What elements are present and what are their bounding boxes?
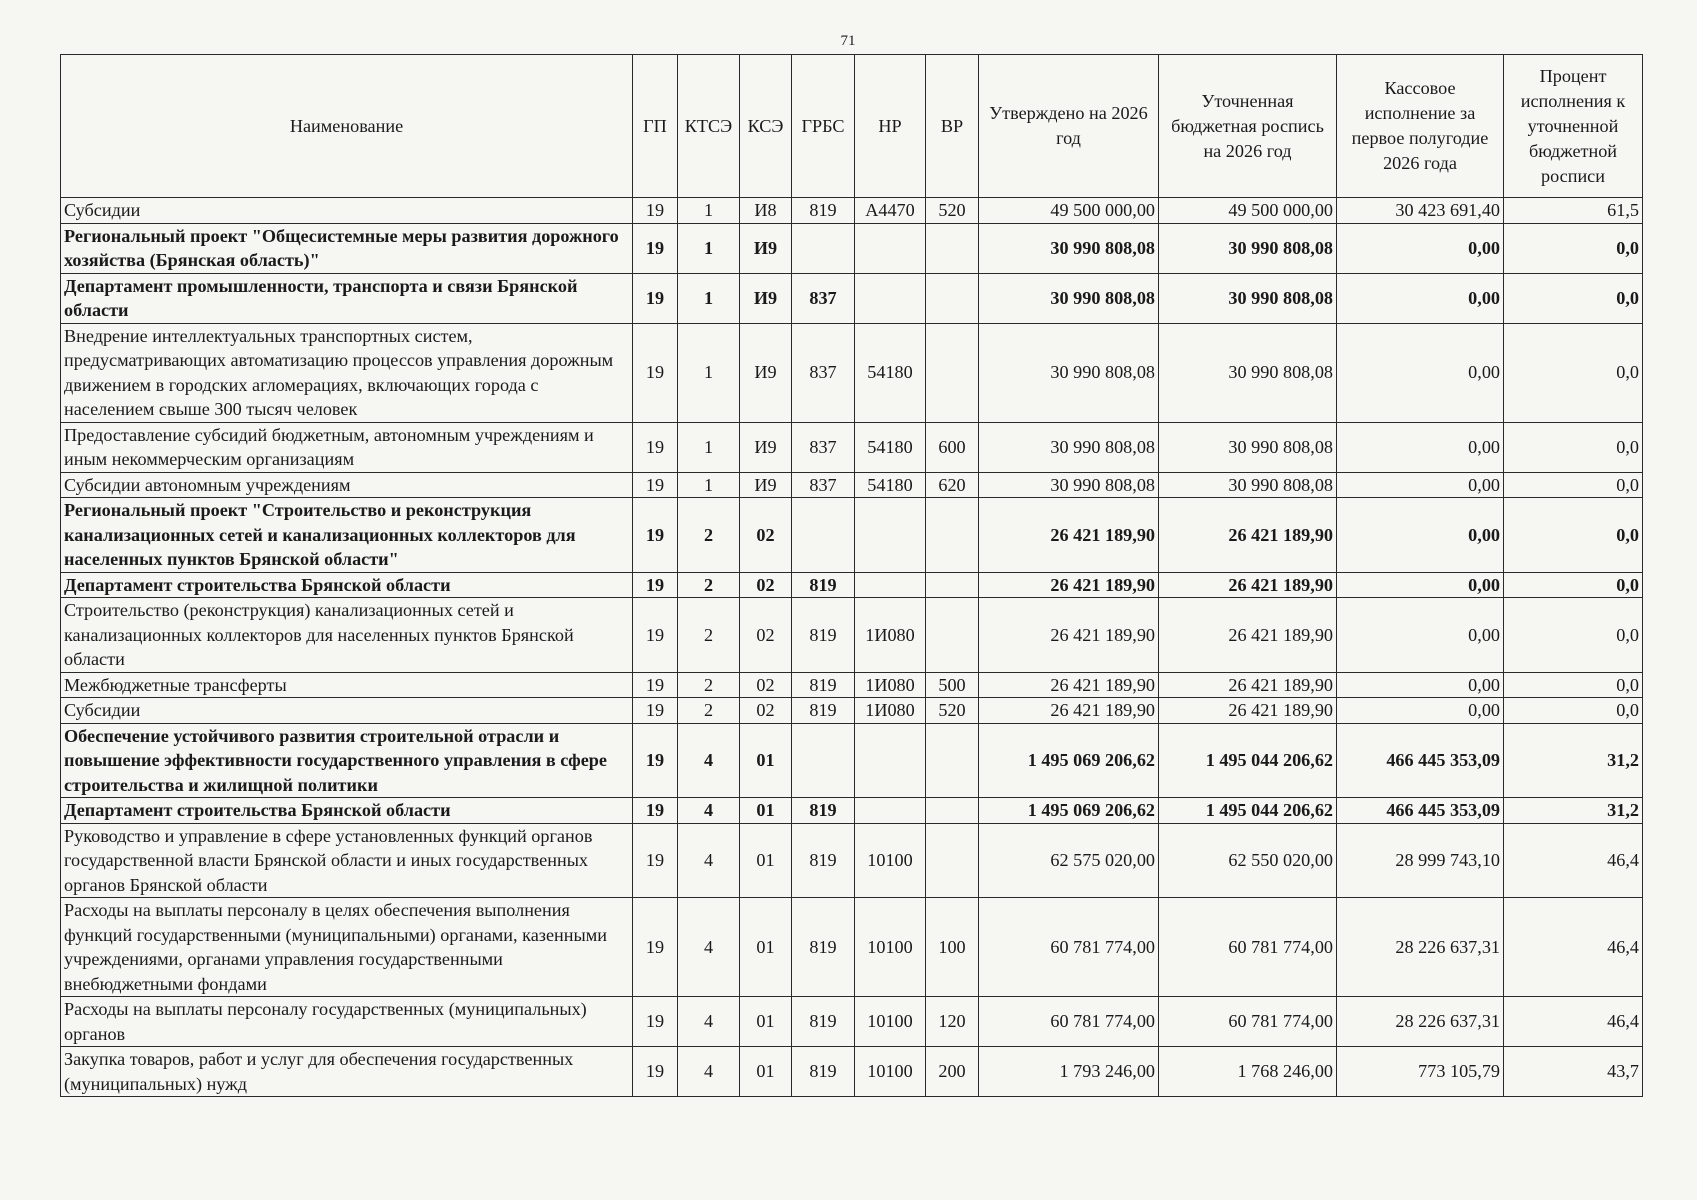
table-row — [61, 798, 1643, 824]
table-row — [61, 698, 1643, 724]
cell-ktse: 1 — [678, 223, 740, 273]
cell-name: Межбюджетные трансферты — [61, 672, 633, 698]
cell-executed: 773 105,79 — [1337, 1047, 1504, 1097]
cell-executed: 28 226 637,31 — [1337, 997, 1504, 1047]
cell-percent: 46,4 — [1504, 898, 1643, 997]
cell-refined: 60 781 774,00 — [1159, 898, 1337, 997]
cell-approved: 30 990 808,08 — [979, 273, 1159, 323]
cell-refined: 30 990 808,08 — [1159, 223, 1337, 273]
table-row — [61, 273, 1643, 323]
cell-executed: 466 445 353,09 — [1337, 798, 1504, 824]
header-percent: Процент исполнения к уточненной бюджетной росписи — [1504, 55, 1643, 198]
cell-percent: 0,0 — [1504, 323, 1643, 422]
cell-percent: 0,0 — [1504, 422, 1643, 472]
cell-executed: 0,00 — [1337, 698, 1504, 724]
cell-vr: 520 — [926, 698, 979, 724]
cell-name: Закупка товаров, работ и услуг для обеспечения государственных (муниципальных) нужд — [61, 1047, 633, 1097]
cell-grbs: 819 — [792, 698, 855, 724]
cell-executed: 0,00 — [1337, 323, 1504, 422]
cell-vr: 200 — [926, 1047, 979, 1097]
cell-refined: 62 550 020,00 — [1159, 823, 1337, 898]
cell-nr: 10100 — [855, 1047, 926, 1097]
cell-ktse: 1 — [678, 422, 740, 472]
cell-approved: 26 421 189,90 — [979, 498, 1159, 573]
cell-kse: 01 — [740, 798, 792, 824]
cell-refined: 30 990 808,08 — [1159, 422, 1337, 472]
table-row — [61, 198, 1643, 224]
cell-name: Руководство и управление в сфере установленных функций органов государственной власти Брянской области и иных государственных органов Брянской области — [61, 823, 633, 898]
table-row — [61, 572, 1643, 598]
table-row — [61, 1047, 1643, 1097]
cell-gp: 19 — [633, 698, 678, 724]
cell-approved: 26 421 189,90 — [979, 598, 1159, 673]
cell-grbs: 837 — [792, 323, 855, 422]
cell-kse: И9 — [740, 273, 792, 323]
cell-ktse: 4 — [678, 723, 740, 798]
table-row — [61, 323, 1643, 422]
cell-gp: 19 — [633, 898, 678, 997]
cell-name: Обеспечение устойчивого развития строительной отрасли и повышение эффективности государственного управления в сфере строительства и жилищной политики — [61, 723, 633, 798]
cell-ktse: 1 — [678, 273, 740, 323]
cell-ktse: 4 — [678, 1047, 740, 1097]
cell-vr — [926, 323, 979, 422]
cell-approved: 1 793 246,00 — [979, 1047, 1159, 1097]
cell-vr: 120 — [926, 997, 979, 1047]
table-row — [61, 598, 1643, 673]
cell-gp: 19 — [633, 223, 678, 273]
cell-refined: 1 495 044 206,62 — [1159, 798, 1337, 824]
cell-vr — [926, 798, 979, 824]
cell-name: Региональный проект "Общесистемные меры развития дорожного хозяйства (Брянская область)" — [61, 223, 633, 273]
cell-kse: 01 — [740, 997, 792, 1047]
cell-ktse: 4 — [678, 898, 740, 997]
cell-kse: 01 — [740, 898, 792, 997]
cell-approved: 30 990 808,08 — [979, 422, 1159, 472]
cell-gp: 19 — [633, 672, 678, 698]
cell-name: Расходы на выплаты персоналу в целях обеспечения выполнения функций государственными (муниципальными) органами, казенными учреждениями, органами управления государственными внебюджетными фондами — [61, 898, 633, 997]
cell-kse: 02 — [740, 598, 792, 673]
cell-nr: 1И080 — [855, 698, 926, 724]
cell-name: Департамент строительства Брянской области — [61, 798, 633, 824]
cell-grbs: 819 — [792, 1047, 855, 1097]
cell-kse: И9 — [740, 422, 792, 472]
cell-grbs: 837 — [792, 273, 855, 323]
header-executed: Кассовое исполнение за первое полугодие 2026 года — [1337, 55, 1504, 198]
cell-grbs: 819 — [792, 598, 855, 673]
cell-refined: 49 500 000,00 — [1159, 198, 1337, 224]
header-vr: ВР — [926, 55, 979, 198]
cell-kse: И8 — [740, 198, 792, 224]
cell-nr — [855, 498, 926, 573]
cell-ktse: 1 — [678, 472, 740, 498]
cell-refined: 26 421 189,90 — [1159, 572, 1337, 598]
cell-name: Субсидии — [61, 198, 633, 224]
cell-refined: 30 990 808,08 — [1159, 323, 1337, 422]
cell-grbs: 837 — [792, 472, 855, 498]
cell-executed: 0,00 — [1337, 498, 1504, 573]
cell-kse: 01 — [740, 823, 792, 898]
cell-ktse: 1 — [678, 198, 740, 224]
cell-nr — [855, 723, 926, 798]
cell-name: Строительство (реконструкция) канализационных сетей и канализационных коллекторов для населенных пунктов Брянской области — [61, 598, 633, 673]
cell-approved: 1 495 069 206,62 — [979, 723, 1159, 798]
cell-vr — [926, 823, 979, 898]
cell-approved: 60 781 774,00 — [979, 997, 1159, 1047]
cell-kse: 02 — [740, 498, 792, 573]
table-row — [61, 997, 1643, 1047]
cell-vr: 600 — [926, 422, 979, 472]
cell-name: Предоставление субсидий бюджетным, автономным учреждениям и иным некоммерческим организациям — [61, 422, 633, 472]
cell-executed: 0,00 — [1337, 672, 1504, 698]
cell-vr — [926, 273, 979, 323]
cell-ktse: 2 — [678, 572, 740, 598]
cell-vr — [926, 598, 979, 673]
cell-gp: 19 — [633, 1047, 678, 1097]
cell-grbs: 819 — [792, 672, 855, 698]
cell-vr: 520 — [926, 198, 979, 224]
header-name: Наименование — [61, 55, 633, 198]
cell-percent: 0,0 — [1504, 498, 1643, 573]
cell-nr: 1И080 — [855, 598, 926, 673]
cell-grbs — [792, 223, 855, 273]
cell-grbs: 819 — [792, 823, 855, 898]
cell-percent: 0,0 — [1504, 672, 1643, 698]
cell-name: Расходы на выплаты персоналу государственных (муниципальных) органов — [61, 997, 633, 1047]
cell-executed: 466 445 353,09 — [1337, 723, 1504, 798]
cell-percent: 46,4 — [1504, 823, 1643, 898]
cell-grbs — [792, 498, 855, 573]
page-number: 71 — [840, 33, 856, 49]
cell-refined: 30 990 808,08 — [1159, 273, 1337, 323]
cell-nr: 10100 — [855, 997, 926, 1047]
table-row — [61, 823, 1643, 898]
cell-refined: 26 421 189,90 — [1159, 672, 1337, 698]
cell-kse: 01 — [740, 723, 792, 798]
cell-ktse: 2 — [678, 498, 740, 573]
cell-gp: 19 — [633, 422, 678, 472]
cell-nr — [855, 273, 926, 323]
cell-kse: 01 — [740, 1047, 792, 1097]
cell-nr: 1И080 — [855, 672, 926, 698]
table-row — [61, 898, 1643, 997]
cell-percent: 0,0 — [1504, 472, 1643, 498]
cell-percent: 46,4 — [1504, 997, 1643, 1047]
cell-grbs: 819 — [792, 898, 855, 997]
cell-kse: 02 — [740, 698, 792, 724]
cell-nr: 54180 — [855, 422, 926, 472]
cell-approved: 49 500 000,00 — [979, 198, 1159, 224]
cell-executed: 30 423 691,40 — [1337, 198, 1504, 224]
table-row — [61, 472, 1643, 498]
cell-refined: 26 421 189,90 — [1159, 598, 1337, 673]
header-gp: ГП — [633, 55, 678, 198]
cell-vr — [926, 223, 979, 273]
cell-nr: 10100 — [855, 898, 926, 997]
cell-percent: 0,0 — [1504, 223, 1643, 273]
cell-approved: 26 421 189,90 — [979, 698, 1159, 724]
table-row — [61, 672, 1643, 698]
cell-gp: 19 — [633, 723, 678, 798]
cell-vr — [926, 572, 979, 598]
cell-refined: 1 768 246,00 — [1159, 1047, 1337, 1097]
cell-ktse: 4 — [678, 798, 740, 824]
cell-grbs — [792, 723, 855, 798]
cell-kse: И9 — [740, 323, 792, 422]
cell-approved: 1 495 069 206,62 — [979, 798, 1159, 824]
cell-gp: 19 — [633, 323, 678, 422]
cell-nr — [855, 798, 926, 824]
cell-gp: 19 — [633, 823, 678, 898]
cell-ktse: 4 — [678, 997, 740, 1047]
cell-percent: 31,2 — [1504, 798, 1643, 824]
cell-approved: 26 421 189,90 — [979, 572, 1159, 598]
budget-execution-table — [60, 54, 1643, 1097]
cell-approved: 60 781 774,00 — [979, 898, 1159, 997]
cell-executed: 0,00 — [1337, 273, 1504, 323]
cell-grbs: 819 — [792, 997, 855, 1047]
cell-nr: 10100 — [855, 823, 926, 898]
cell-executed: 0,00 — [1337, 472, 1504, 498]
cell-percent: 0,0 — [1504, 572, 1643, 598]
cell-grbs: 837 — [792, 422, 855, 472]
table-row — [61, 223, 1643, 273]
cell-approved: 62 575 020,00 — [979, 823, 1159, 898]
cell-percent: 0,0 — [1504, 698, 1643, 724]
cell-percent: 43,7 — [1504, 1047, 1643, 1097]
header-nr: НР — [855, 55, 926, 198]
cell-grbs: 819 — [792, 798, 855, 824]
cell-refined: 26 421 189,90 — [1159, 498, 1337, 573]
cell-executed: 0,00 — [1337, 572, 1504, 598]
cell-executed: 0,00 — [1337, 223, 1504, 273]
cell-nr: 54180 — [855, 472, 926, 498]
cell-percent: 61,5 — [1504, 198, 1643, 224]
cell-nr: А4470 — [855, 198, 926, 224]
cell-name: Субсидии автономным учреждениям — [61, 472, 633, 498]
header-kse: КСЭ — [740, 55, 792, 198]
cell-executed: 0,00 — [1337, 422, 1504, 472]
cell-gp: 19 — [633, 472, 678, 498]
table-row — [61, 498, 1643, 573]
cell-approved: 30 990 808,08 — [979, 472, 1159, 498]
cell-vr: 620 — [926, 472, 979, 498]
cell-grbs: 819 — [792, 572, 855, 598]
cell-kse: И9 — [740, 223, 792, 273]
cell-kse: 02 — [740, 672, 792, 698]
cell-ktse: 4 — [678, 823, 740, 898]
header-approved: Утверждено на 2026 год — [979, 55, 1159, 198]
cell-nr: 54180 — [855, 323, 926, 422]
cell-percent: 31,2 — [1504, 723, 1643, 798]
cell-refined: 1 495 044 206,62 — [1159, 723, 1337, 798]
cell-name: Департамент промышленности, транспорта и связи Брянской области — [61, 273, 633, 323]
cell-gp: 19 — [633, 198, 678, 224]
header-grbs: ГРБС — [792, 55, 855, 198]
cell-name: Внедрение интеллектуальных транспортных систем, предусматривающих автоматизацию процессов управления дорожным движением в городских агломерациях, включающих города с населением свыше 300 тысяч человек — [61, 323, 633, 422]
cell-ktse: 1 — [678, 323, 740, 422]
cell-kse: 02 — [740, 572, 792, 598]
cell-name: Департамент строительства Брянской области — [61, 572, 633, 598]
cell-ktse: 2 — [678, 698, 740, 724]
cell-grbs: 819 — [792, 198, 855, 224]
cell-nr — [855, 223, 926, 273]
cell-vr — [926, 498, 979, 573]
cell-ktse: 2 — [678, 672, 740, 698]
cell-executed: 0,00 — [1337, 598, 1504, 673]
cell-refined: 30 990 808,08 — [1159, 472, 1337, 498]
cell-approved: 30 990 808,08 — [979, 223, 1159, 273]
cell-gp: 19 — [633, 572, 678, 598]
cell-percent: 0,0 — [1504, 598, 1643, 673]
cell-gp: 19 — [633, 997, 678, 1047]
cell-gp: 19 — [633, 498, 678, 573]
cell-gp: 19 — [633, 273, 678, 323]
cell-gp: 19 — [633, 798, 678, 824]
cell-nr — [855, 572, 926, 598]
cell-name: Региональный проект "Строительство и реконструкция канализационных сетей и канализационных коллекторов для населенных пунктов Брянской области" — [61, 498, 633, 573]
cell-approved: 26 421 189,90 — [979, 672, 1159, 698]
cell-vr — [926, 723, 979, 798]
cell-ktse: 2 — [678, 598, 740, 673]
header-refined: Уточненная бюджетная роспись на 2026 год — [1159, 55, 1337, 198]
cell-approved: 30 990 808,08 — [979, 323, 1159, 422]
cell-refined: 26 421 189,90 — [1159, 698, 1337, 724]
cell-name: Субсидии — [61, 698, 633, 724]
cell-kse: И9 — [740, 472, 792, 498]
cell-vr: 100 — [926, 898, 979, 997]
cell-vr: 500 — [926, 672, 979, 698]
cell-executed: 28 999 743,10 — [1337, 823, 1504, 898]
header-ktse: КТСЭ — [678, 55, 740, 198]
cell-gp: 19 — [633, 598, 678, 673]
cell-executed: 28 226 637,31 — [1337, 898, 1504, 997]
table-row — [61, 723, 1643, 798]
cell-refined: 60 781 774,00 — [1159, 997, 1337, 1047]
table-row — [61, 422, 1643, 472]
table-header-row — [61, 55, 1643, 198]
cell-percent: 0,0 — [1504, 273, 1643, 323]
